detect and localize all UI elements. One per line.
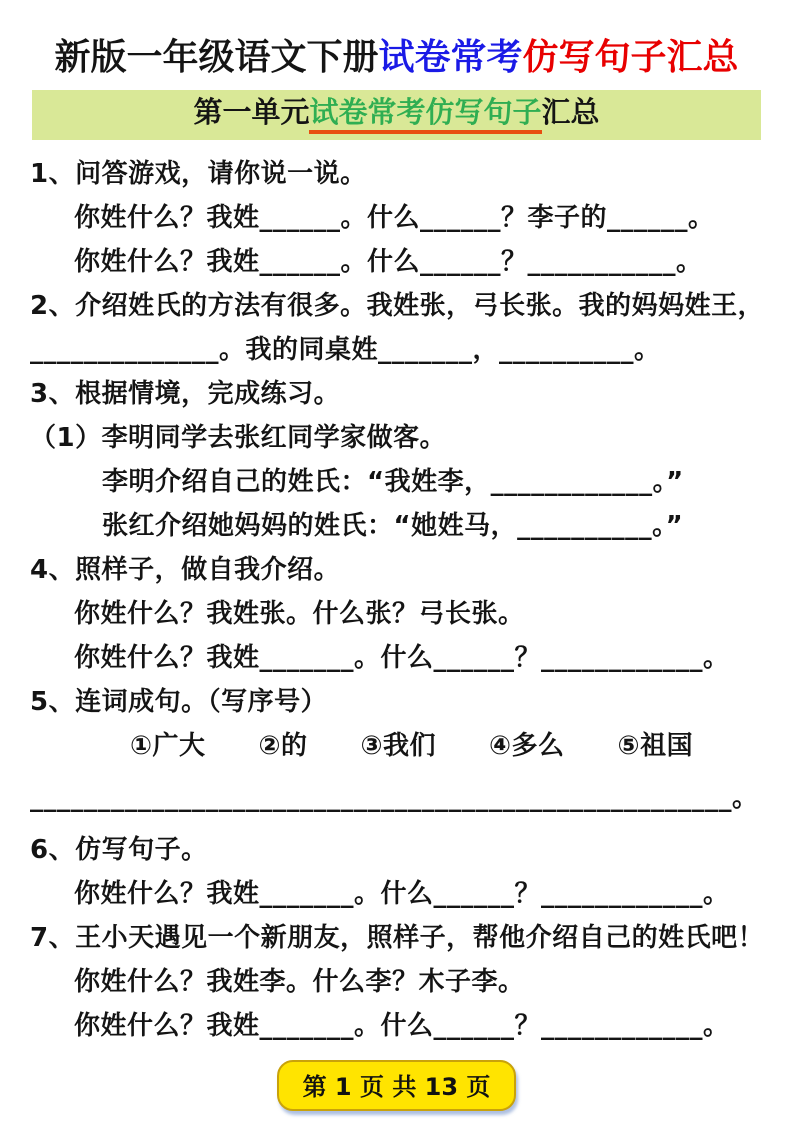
exercise-3-sentence-1: 李明介绍自己的姓氏：“我姓李，____________。”	[102, 466, 684, 497]
exercise-7-prompt: 7、王小天遇见一个新朋友，照样子，帮他介绍自己的姓氏吧！	[30, 922, 765, 953]
exercise-1-sentence-2: 你姓什么？我姓______。什么______？___________。	[74, 246, 703, 277]
title-segment-blue: 试卷常考	[378, 37, 523, 78]
page-title	[30, 38, 763, 78]
section-header-highlight: 试卷常考仿写句子	[309, 95, 541, 134]
exercise-3-prompt: 3、根据情境，完成练习。	[30, 378, 341, 409]
exercise-5-prompt: 5、连词成句。（写序号）	[30, 686, 328, 717]
exercise-5-answer-blank: ____________________________________________________。	[30, 782, 759, 813]
exercise-7-sentence: 你姓什么？我姓_______。什么______？____________。	[74, 1010, 730, 1041]
exercise-6-sentence: 你姓什么？我姓_______。什么______？____________。	[74, 878, 730, 909]
exercise-1-sentence-1: 你姓什么？我姓______。什么______？李子的______。	[74, 202, 715, 233]
page-number-badge: 第 1 页 共 13 页	[277, 1060, 517, 1111]
exercise-3-scenario: （1）李明同学去张红同学家做客。	[30, 422, 447, 453]
exercise-1-prompt: 1、问答游戏，请你说一说。	[30, 158, 367, 189]
section-header-suffix: 汇总	[541, 95, 600, 130]
exercise-4-example: 你姓什么？我姓张。什么张？弓长张。	[74, 598, 525, 629]
title-segment-black: 新版一年级语文下册	[54, 37, 379, 78]
exercise-2-continuation: ______________。我的同桌姓_______，__________。	[30, 334, 661, 365]
worksheet-body	[30, 152, 763, 1048]
exercise-6-prompt: 6、仿写句子。	[30, 834, 208, 865]
title-segment-red: 仿写句子汇总	[522, 37, 739, 78]
exercise-4-sentence: 你姓什么？我姓_______。什么______？____________。	[74, 642, 730, 673]
exercise-7-example: 你姓什么？我姓李。什么李？木子李。	[74, 966, 525, 997]
exercise-5-word-options: ①广大 ②的 ③我们 ④多么 ⑤祖国	[130, 730, 694, 761]
section-header-prefix: 第一单元	[193, 95, 310, 130]
page-footer	[30, 1060, 763, 1111]
exercise-2-prompt: 2、介绍姓氏的方法有很多。我姓张，弓长张。我的妈妈姓王，	[30, 290, 765, 321]
exercise-3-sentence-2: 张红介绍她妈妈的姓氏：“她姓马，__________。”	[102, 510, 684, 541]
section-header	[32, 90, 761, 139]
exercise-4-prompt: 4、照样子，做自我介绍。	[30, 554, 341, 585]
